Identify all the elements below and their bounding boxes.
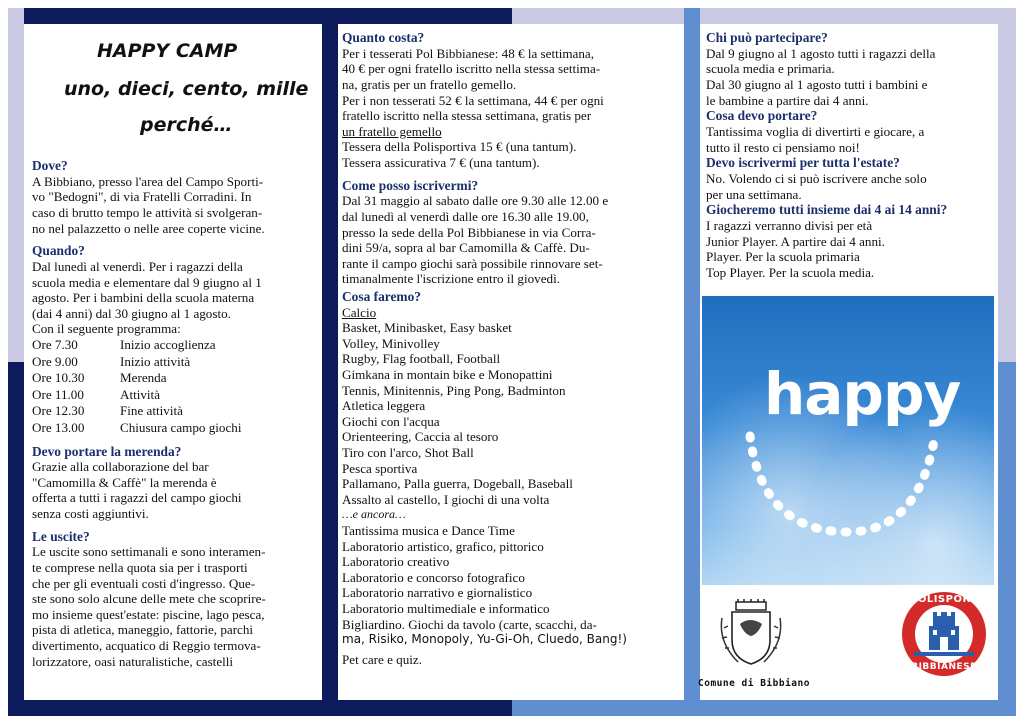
activity-item: Pesca sportiva xyxy=(342,460,418,476)
activity-item: Pallamano, Palla guerra, Dogeball, Baseball xyxy=(342,476,573,492)
schedule-row: Ore 11.00 Attività xyxy=(32,386,161,402)
activity-item: Atletica leggera xyxy=(342,398,426,414)
activity-item: Calcio xyxy=(342,304,377,320)
title-happy-camp: HAPPY CAMP xyxy=(97,40,238,62)
band-top-lavender xyxy=(512,8,1016,24)
text-chi-3: Dal 30 giugno al 1 agosto tutti i bambini e xyxy=(706,76,928,92)
text-chi-1: Dal 9 giugno al 1 agosto tutti i ragazzi della xyxy=(706,45,936,61)
text-insieme-1: I ragazzi verranno divisi per età xyxy=(706,217,873,233)
comune-crest xyxy=(716,598,786,670)
activity-item: Volley, Minivolley xyxy=(342,335,440,351)
text-costa-8: Tessera assicurativa 7 € (una tantum). xyxy=(342,154,540,170)
polisportiva-arc-top: POLISPORTIVA xyxy=(910,594,998,605)
text-merenda-3: offerta a tutti i ragazzi del campo giochi xyxy=(32,490,242,506)
activity-item: Laboratorio multimediale e informatico xyxy=(342,600,550,616)
text-portare-2: tutto il resto ci pensiamo noi! xyxy=(706,139,860,155)
activity-item: Gimkana in montain bike e Monopattini xyxy=(342,367,553,383)
column-middle xyxy=(338,24,684,700)
activity-item: Laboratorio creativo xyxy=(342,554,450,570)
text-iscrivermi-6: timanalmente l'iscrizione entro il giovedì. xyxy=(342,271,560,287)
text-costa-3: na, gratis per un fratello gemello. xyxy=(342,76,517,92)
heading-chi: Chi può partecipare? xyxy=(706,30,828,45)
happy-word: happy xyxy=(764,360,961,428)
band-left-lavender xyxy=(8,8,24,362)
band-bottom-navy xyxy=(8,700,512,716)
text-uscite-1: Le uscite sono settimanali e sono interamen- xyxy=(32,544,266,560)
text-iscrivermi-5: rante il campo giochi sarà possibile rinnovare set- xyxy=(342,255,603,271)
title-perche: perché… xyxy=(140,114,233,136)
polisportiva-logo xyxy=(900,590,998,678)
activity-item: Assalto al castello, I giochi di una volta xyxy=(342,491,550,507)
activity-item: Basket, Minibasket, Easy basket xyxy=(342,320,512,336)
text-iscrivermi-3: presso la sede della Pol Bibbianese in via Corra- xyxy=(342,224,596,240)
heading-faremo: Cosa faremo? xyxy=(342,288,421,304)
text-merenda-4: senza costi aggiuntivi. xyxy=(32,506,149,522)
activity-item: Tennis, Minitennis, Ping Pong, Badminton xyxy=(342,382,566,398)
text-costa-1: Per i tesserati Pol Bibbianese: 48 € la settimana, xyxy=(342,45,595,61)
text-quando-3: agosto. Per i bambini della scuola materna xyxy=(32,290,255,306)
schedule-row: Ore 7.30 Inizio accoglienza xyxy=(32,336,216,352)
heading-uscite: Le uscite? xyxy=(32,528,90,544)
text-merenda-1: Grazie alla collaborazione del bar xyxy=(32,459,209,475)
happy-sky-image xyxy=(702,296,994,585)
text-costa-2: 40 € per ogni fratello iscritto nella stessa settima- xyxy=(342,61,601,77)
text-uscite-6: pista di atletica, maneggio, fattorie, parchi xyxy=(32,622,254,638)
text-iscrivermi-2: dal lunedì al venerdì dalle ore 16.30 alle 19.00, xyxy=(342,208,589,224)
activity-item: Pet care e quiz. xyxy=(342,651,422,667)
band-top-navy xyxy=(8,8,512,24)
text-uscite-4: ste sono solo alcune delle mete che scoprire- xyxy=(32,591,266,607)
heading-merenda: Devo portare la merenda? xyxy=(32,443,182,459)
text-uscite-5: mo insieme quest'estate: piscine, lago pesca, xyxy=(32,606,265,622)
band-right-sky xyxy=(998,362,1016,716)
text-dove-2: vo "Bedogni", di via Fratelli Corradini. In xyxy=(32,189,252,205)
text-insieme-4: Top Player. Per la scuola media. xyxy=(706,264,875,280)
activity-item: Giochi con l'acqua xyxy=(342,413,440,429)
text-costa-6: un fratello gemello xyxy=(342,123,442,139)
text-insieme-3: Player. Per la scuola primaria xyxy=(706,249,860,265)
text-costa-7: Tessera della Polisportiva 15 € (una tantum). xyxy=(342,139,577,155)
text-dove-1: A Bibbiano, presso l'area del Campo Sporti- xyxy=(32,173,264,189)
activity-item-ancora: …e ancora… xyxy=(342,507,406,522)
activity-item: Rugby, Flag football, Football xyxy=(342,351,501,367)
activity-item: Tiro con l'arco, Shot Ball xyxy=(342,445,474,461)
text-iscrivermi-1: Dal 31 maggio al sabato dalle ore 9.30 alle 12.00 e xyxy=(342,193,609,209)
text-iscrivermi-4: dini 59/a, sopra al bar Camomilla & Caffè. Du- xyxy=(342,240,590,256)
text-quando-5: Con il seguente programma: xyxy=(32,321,181,337)
smile-curve xyxy=(702,296,994,585)
band-divider-sky xyxy=(684,8,700,716)
text-uscite-8: lorizzatore, oasi naturalistiche, castelli xyxy=(32,653,234,669)
heading-quando: Quando? xyxy=(32,243,85,259)
activity-item: Laboratorio artistico, grafico, pittorico xyxy=(342,538,544,554)
text-estate-1: No. Volendo ci si può iscrivere anche solo xyxy=(706,170,927,186)
schedule-row: Ore 10.30 Merenda xyxy=(32,370,167,386)
band-right-lavender xyxy=(998,8,1016,362)
activity-item: Laboratorio narrativo e giornalistico xyxy=(342,585,533,601)
band-bottom-sky xyxy=(512,700,1016,716)
schedule-table xyxy=(32,337,320,437)
text-costa-4: Per i non tesserati 52 € la settimana, 44 € per ogni xyxy=(342,92,604,108)
title-subtitle: uno, dieci, cento, mille xyxy=(64,78,309,100)
activity-item: ma, Risiko, Monopoly, Yu-Gi-Oh, Cluedo, Bang!) xyxy=(342,632,627,647)
schedule-row: Ore 12.30 Fine attività xyxy=(32,403,183,419)
text-quando-2: scuola media e elementare dal 9 giugno al 1 xyxy=(32,274,262,290)
text-chi-4: le bambine a partire dai 4 anni. xyxy=(706,92,869,108)
text-chi-2: scuola media e primaria. xyxy=(706,61,835,77)
text-uscite-7: divertimento, acquatico di Reggio termova- xyxy=(32,638,261,654)
heading-estate: Devo iscrivermi per tutta l'estate? xyxy=(706,155,900,171)
text-uscite-3: che per gli eventuali costi d'ingresso. Que- xyxy=(32,575,256,591)
text-portare-1: Tantissima voglia di divertirti e giocare, a xyxy=(706,123,925,139)
activity-item: Orienteering, Caccia al tesoro xyxy=(342,429,499,445)
text-estate-2: per una settimana. xyxy=(706,186,802,202)
activity-item: Tantissima musica e Dance Time xyxy=(342,523,515,539)
heading-portare: Cosa devo portare? xyxy=(706,108,818,124)
column-left xyxy=(24,24,322,700)
schedule-row: Ore 9.00 Inizio attività xyxy=(32,353,191,369)
activity-item: Bigliardino. Giochi da tavolo (carte, scacchi, da- xyxy=(342,616,597,632)
heading-costa: Quanto costa? xyxy=(342,30,425,45)
text-costa-5: fratello iscritto nella stessa settimana, gratis per xyxy=(342,108,592,124)
band-divider-navy xyxy=(322,8,338,716)
text-dove-3: caso di brutto tempo le attività si svolgeran- xyxy=(32,204,263,220)
text-quando-4: (dai 4 anni) dal 30 giugno al 1 agosto. xyxy=(32,305,231,321)
heading-iscrivermi: Come posso iscrivermi? xyxy=(342,177,479,193)
polisportiva-arc-bottom: BIBBIANESE xyxy=(911,662,977,672)
crest-icon xyxy=(716,598,786,670)
schedule-row: Ore 13.00 Chiusura campo giochi xyxy=(32,419,242,435)
text-dove-4: no nel palazzetto o nelle aree coperte vicine. xyxy=(32,220,265,236)
comune-label: Comune di Bibbiano xyxy=(698,678,810,689)
heading-insieme: Giocheremo tutti insieme dai 4 ai 14 anni? xyxy=(706,202,948,218)
text-insieme-2: Junior Player. A partire dai 4 anni. xyxy=(706,233,885,249)
text-quando-1: Dal lunedì al venerdì. Per i ragazzi della xyxy=(32,258,243,274)
heading-dove: Dove? xyxy=(32,158,68,173)
text-merenda-2: "Camomilla & Caffè" la merenda è xyxy=(32,474,217,490)
activity-item: Laboratorio e concorso fotografico xyxy=(342,569,525,585)
text-uscite-2: te comprese nella quota sia per i trasporti xyxy=(32,560,248,576)
band-left-navy xyxy=(8,362,24,716)
